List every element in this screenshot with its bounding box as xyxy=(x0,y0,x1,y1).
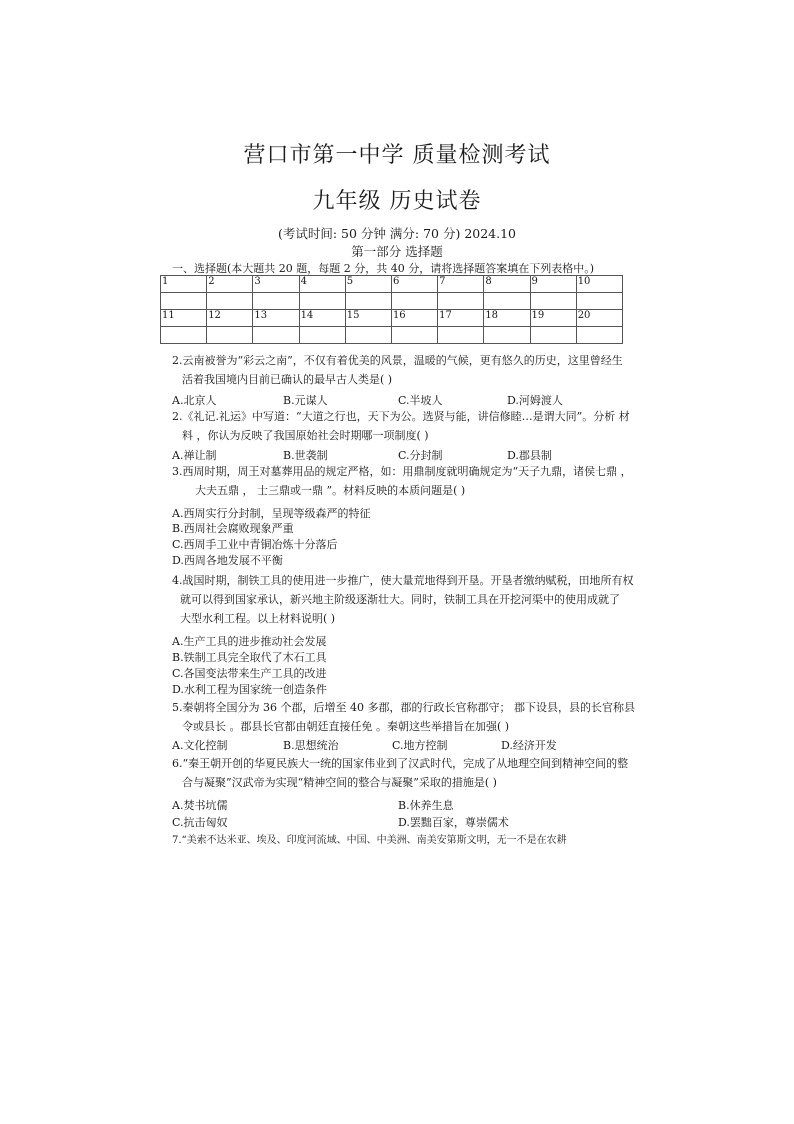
question-5-option-b: B.思想统治 xyxy=(283,739,339,752)
answer-number-cell: 9 xyxy=(530,276,576,293)
question-2-option-b: B.世袭制 xyxy=(283,449,328,462)
question-1-option-a: A.北京人 xyxy=(172,394,217,407)
answer-blank-cell[interactable] xyxy=(207,293,253,310)
question-4-option-c: C.各国变法带来生产工具的改进 xyxy=(172,667,327,680)
exam-subtitle: 九年级 历史试卷 xyxy=(312,189,482,214)
question-5-option-c: C.地方控制 xyxy=(392,739,448,752)
answer-number-cell: 8 xyxy=(484,276,530,293)
answer-blank-cell[interactable] xyxy=(161,327,207,344)
answer-table-number-row xyxy=(161,310,623,327)
question-2-option-d: D.郡县制 xyxy=(507,449,552,462)
question-4-stem-cont-1: 就可以得到国家承认，新兴地主阶级逐渐壮大。同时，铁制工具在开挖河渠中的使用成就了 xyxy=(180,593,620,606)
answer-blank-cell[interactable] xyxy=(576,293,622,310)
answer-table-blank-row xyxy=(161,293,623,310)
question-5-option-d: D.经济开发 xyxy=(501,739,557,752)
question-6-option-d: D.罢黜百家，尊崇儒术 xyxy=(398,816,509,829)
answer-number-cell: 3 xyxy=(253,276,299,293)
exam-title: 营口市第一中学 质量检测考试 xyxy=(243,143,551,168)
question-6-stem-cont: 合与凝聚”汉武帝为实现“精神空间的整合与凝聚”采取的措施是( ) xyxy=(182,776,497,789)
answer-blank-cell[interactable] xyxy=(484,293,530,310)
answer-number-cell: 5 xyxy=(345,276,391,293)
question-4-option-d: D.水利工程为国家统一创造条件 xyxy=(172,683,327,696)
answer-blank-cell[interactable] xyxy=(530,293,576,310)
question-3-option-b: B.西周社会腐败现象严重 xyxy=(172,522,294,535)
question-1-option-b: B.元谋人 xyxy=(283,394,328,407)
question-3-stem-cont: 大夫五鼎 ， 士三鼎或一鼎 ”。材料反映的本质问题是( ) xyxy=(195,484,466,497)
question-1-option-d: D.河姆渡人 xyxy=(507,394,563,407)
question-4-stem: 4.战国时期，制铁工具的使用进一步推广，使大量荒地得到开垦。开垦者缴纳赋税，田地所有权 xyxy=(172,574,634,587)
question-5-stem: 5.秦朝将全国分为 36 个郡，后增至 40 多郡，郡的行政长官称郡守； 郡下设县，县的长官称县 xyxy=(172,701,635,714)
question-6-option-c: C.抗击匈奴 xyxy=(172,816,228,829)
question-1-stem-cont: 活着我国境内目前已确认的最早古人类是( ) xyxy=(182,373,393,386)
question-6-stem: 6.“秦王朝开创的华夏民族大一统的国家伟业到了汉武时代，完成了从地理空间到精神空间的整 xyxy=(172,757,629,770)
answer-table-number-row xyxy=(161,276,623,293)
answer-number-cell: 10 xyxy=(576,276,622,293)
answer-number-cell: 2 xyxy=(207,276,253,293)
answer-blank-cell[interactable] xyxy=(161,293,207,310)
answer-blank-cell[interactable] xyxy=(438,293,484,310)
question-3-option-d: D.西周各地发展不平衡 xyxy=(172,554,283,567)
exam-meta: (考试时间: 50 分钟 满分: 70 分) 2024.10 xyxy=(277,226,517,241)
question-2-option-c: C.分封制 xyxy=(398,449,443,462)
answer-blank-cell[interactable] xyxy=(576,327,622,344)
answer-table xyxy=(160,275,623,344)
question-4-option-a: A.生产工具的进步推动社会发展 xyxy=(172,635,327,648)
answer-number-cell: 15 xyxy=(345,310,391,327)
answer-blank-cell[interactable] xyxy=(345,327,391,344)
question-1-stem: 2.云南被誉为“彩云之南”，不仅有着优美的风景，温暖的气候，更有悠久的历史，这里曾经生 xyxy=(172,354,623,367)
question-2-stem: 2.《礼记.礼运》中写道：“大道之行也，天下为公。选贤与能，讲信修睦…是谓大同”。分析 材 xyxy=(172,410,630,423)
question-5-option-a: A.文化控制 xyxy=(172,739,228,752)
question-5-stem-cont: 令或县长 。郡县长官都由朝廷直接任免 。秦朝这些举措旨在加强( ) xyxy=(182,720,510,733)
answer-blank-cell[interactable] xyxy=(299,327,345,344)
answer-number-cell: 20 xyxy=(576,310,622,327)
answer-blank-cell[interactable] xyxy=(207,327,253,344)
answer-number-cell: 12 xyxy=(207,310,253,327)
answer-blank-cell[interactable] xyxy=(438,327,484,344)
answer-number-cell: 7 xyxy=(438,276,484,293)
answer-blank-cell[interactable] xyxy=(530,327,576,344)
answer-number-cell: 19 xyxy=(530,310,576,327)
question-3-option-a: A.西周实行分封制，呈现等级森严的特征 xyxy=(172,507,371,520)
question-2-option-a: A.禅让制 xyxy=(172,449,217,462)
question-3-option-c: C.西周手工业中青铜冶炼十分落后 xyxy=(172,538,338,551)
answer-blank-cell[interactable] xyxy=(391,327,437,344)
question-4-stem-cont-2: 大型水利工程。以上材料说明( ) xyxy=(180,612,336,625)
question-2-stem-cont: 料 ，你认为反映了我国原始社会时期哪一项制度( ) xyxy=(182,429,429,442)
answer-number-cell: 1 xyxy=(161,276,207,293)
answer-number-cell: 14 xyxy=(299,310,345,327)
question-6-option-b: B.休养生息 xyxy=(398,799,454,812)
answer-number-cell: 16 xyxy=(391,310,437,327)
answer-number-cell: 17 xyxy=(438,310,484,327)
question-3-stem: 3.西周时期，周王对墓葬用品的规定严格，如：用鼎制度就明确规定为“天子九鼎，诸侯七鼎 ， xyxy=(172,465,632,478)
part-heading: 第一部分 选择题 xyxy=(351,244,443,259)
section-heading: 一、选择题(本大题共 20 题，每题 2 分，共 40 分，请将选择题答案填在下列表格中。) xyxy=(172,262,595,275)
question-4-option-b: B.铁制工具完全取代了木石工具 xyxy=(172,651,327,664)
question-1-option-c: C.半坡人 xyxy=(398,394,443,407)
answer-blank-cell[interactable] xyxy=(391,293,437,310)
answer-number-cell: 18 xyxy=(484,310,530,327)
answer-number-cell: 6 xyxy=(391,276,437,293)
answer-blank-cell[interactable] xyxy=(345,293,391,310)
answer-number-cell: 13 xyxy=(253,310,299,327)
question-6-option-a: A.焚书坑儒 xyxy=(172,799,228,812)
answer-number-cell: 4 xyxy=(299,276,345,293)
question-7-stem: 7.“美索不达米亚、埃及、印度河流域、中国、中美洲、南美安第斯文明，无一不是在农耕 xyxy=(172,835,567,846)
answer-table-blank-row xyxy=(161,327,623,344)
answer-blank-cell[interactable] xyxy=(484,327,530,344)
answer-blank-cell[interactable] xyxy=(253,293,299,310)
answer-blank-cell[interactable] xyxy=(253,327,299,344)
answer-blank-cell[interactable] xyxy=(299,293,345,310)
answer-number-cell: 11 xyxy=(161,310,207,327)
